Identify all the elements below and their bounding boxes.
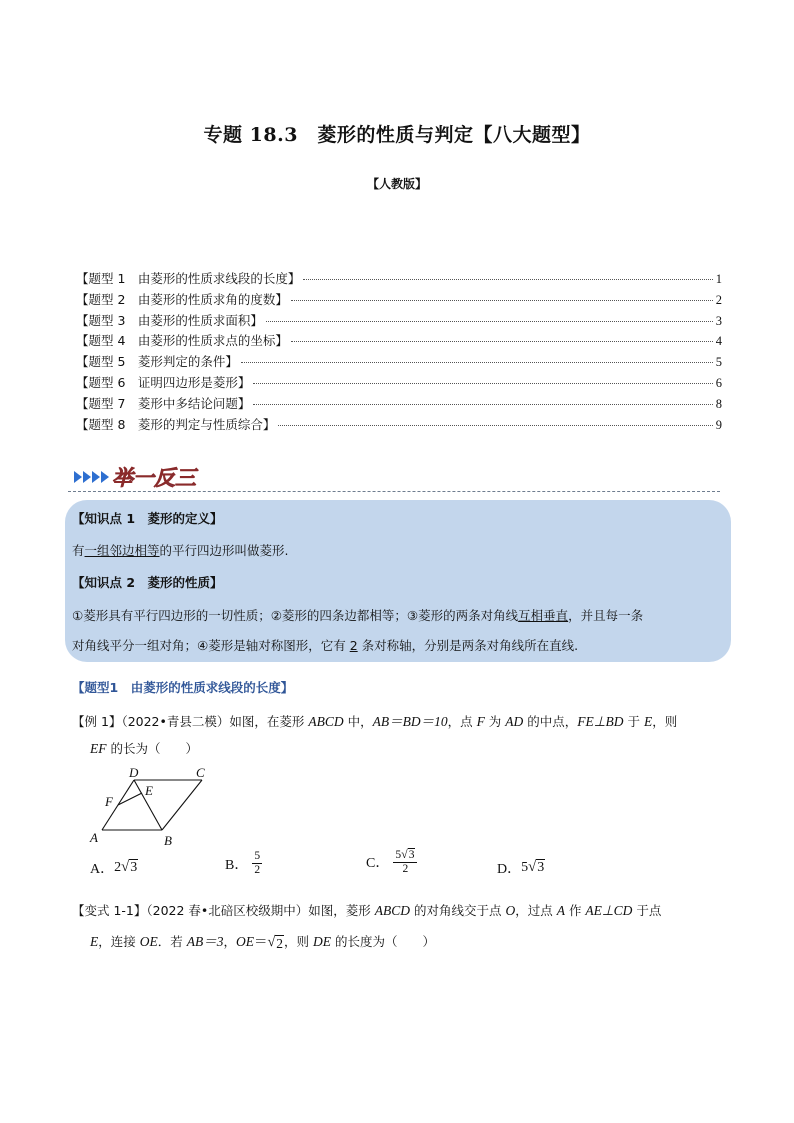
kp1-text: 有一组邻边相等的平行四边形叫做菱形. bbox=[72, 543, 289, 558]
point-label-e: E bbox=[145, 783, 153, 798]
toc-item[interactable]: 【题型 2 由菱形的性质求角的度数】 2 bbox=[76, 291, 722, 307]
page-title: 专题 18.3 菱形的性质与判定【八大题型】 bbox=[203, 124, 591, 146]
divider bbox=[68, 491, 720, 492]
rhombus-figure bbox=[84, 762, 224, 852]
vertex-label-b: B bbox=[164, 833, 172, 848]
variant1-line1: 【变式 1-1】（2022 春•北碚区校级期中）如图，菱形 ABCD 的对角线交于点 O，过点 A 作 AE⊥CD 于点 bbox=[72, 903, 662, 918]
kp2-text-line2: 对角线平分一组对角；④菱形是轴对称图形，它有 2 条对称轴，分别是两条对角线所在直线. bbox=[72, 638, 579, 653]
kp1-title: 【知识点 1 菱形的定义】 bbox=[72, 511, 223, 526]
toc-item[interactable]: 【题型 4 由菱形的性质求点的坐标】 4 bbox=[76, 333, 722, 349]
table-of-contents bbox=[76, 269, 722, 435]
vertex-label-d: D bbox=[129, 765, 139, 780]
toc-item[interactable]: 【题型 7 菱形中多结论问题】 8 bbox=[76, 395, 722, 411]
edition-label: 【人教版】 bbox=[366, 177, 427, 191]
banner-text: 举一反三 bbox=[112, 466, 196, 490]
vertex-label-a: A bbox=[90, 830, 98, 845]
option-a[interactable]: A． 2 √ 3 bbox=[90, 859, 138, 877]
example1-line2: EF 的长为（ ） bbox=[90, 741, 198, 756]
toc-item[interactable]: 【题型 5 菱形判定的条件】 5 bbox=[76, 354, 722, 370]
chevron-arrows-icon bbox=[74, 471, 109, 483]
option-d[interactable]: D． 5 √ 3 bbox=[497, 859, 545, 877]
option-c[interactable]: C． 5 √ 3 2 bbox=[366, 848, 417, 876]
variant1-line2: E，连接 OE．若 AB＝3，OE＝ √ 2 ，则 DE 的长度为（ ） bbox=[90, 934, 435, 951]
toc-item[interactable]: 【题型 8 菱形的判定与性质综合】 9 bbox=[76, 416, 722, 432]
kp2-title: 【知识点 2 菱形的性质】 bbox=[72, 575, 223, 590]
point-label-f: F bbox=[105, 794, 113, 809]
vertex-label-c: C bbox=[196, 765, 205, 780]
option-b[interactable]: B． $\frac{5}{2}$ bbox=[225, 850, 261, 876]
example1-line1: 【例 1】（2022•青县二模）如图，在菱形 ABCD 中，AB＝BD＝10，点 F 为 AD 的中点，FE⊥BD 于 E，则 bbox=[72, 714, 678, 729]
toc-item[interactable]: 【题型 3 由菱形的性质求面积】 3 bbox=[76, 312, 722, 328]
toc-item[interactable]: 【题型 1 由菱形的性质求线段的长度】 1 bbox=[76, 271, 722, 286]
kp2-text-line1: ①菱形具有平行四边形的一切性质；②菱形的四条边都相等；③菱形的两条对角线互相垂直，并且每一条 bbox=[72, 608, 644, 623]
toc-item[interactable]: 【题型 6 证明四边形是菱形】 6 bbox=[76, 374, 722, 390]
section-banner bbox=[74, 462, 204, 492]
section-heading: 【题型1 由菱形的性质求线段的长度】 bbox=[72, 680, 294, 695]
